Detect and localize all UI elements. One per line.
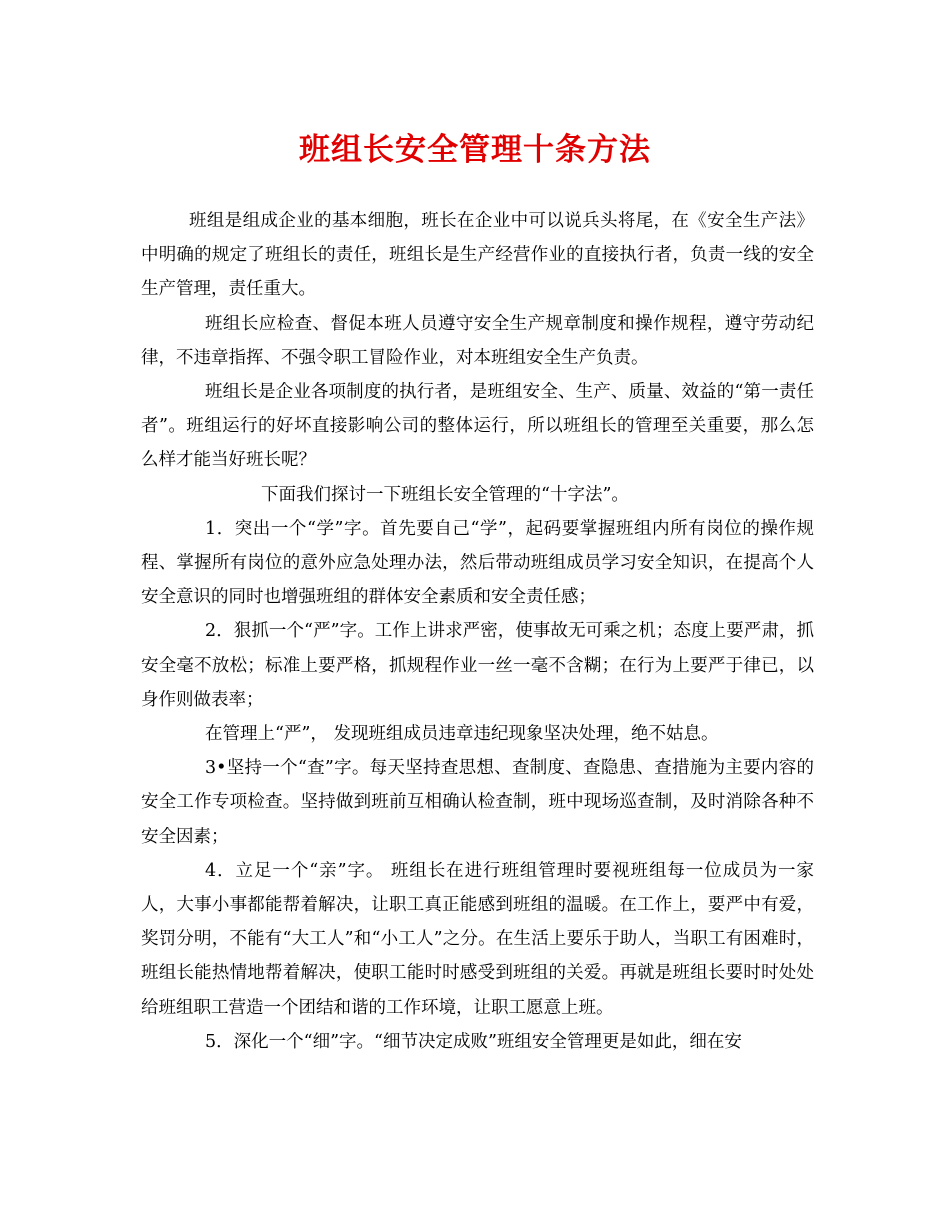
document-title: 班组长安全管理十条方法 (299, 132, 651, 168)
paragraph-item-2-management: 在管理上“严”， 发现班组成员违章违纪现象坚决处理，绝不姑息。 (205, 724, 719, 745)
paragraph-item-4-care: 4．立足一个“亲”字。 班组长在进行班组管理时要视班组每一位成员为一家人，大事小事都能帮着解决，让职工真正能感到班组的温暖。在工作上，要严中有爱，奖罚分明，不能有“大工人”和“小工人”之分。在生活上要乐于助人，当职工有困难时，班组长能热情地帮着解决，使职工能时时感受到班组的关爱。再就是班组长要时时处处给班组职工营造一个团结和谐的工作环境，让职工愿意上班。 (141, 860, 814, 1018)
paragraph-item-1-learn: 1．突出一个“学”字。首先要自己“学”，起码要掌握班组内所有岗位的操作规程、掌握所有岗位的意外应急处理办法，然后带动班组成员学习安全知识，在提高个人安全意识的同时也增强班组的群体安全素质和安全责任感； (141, 518, 814, 608)
paragraph-item-3-check: 3•坚持一个“查”字。每天坚持查思想、查制度、查隐患、查措施为主要内容的安全工作专项检查。坚持做到班前互相确认检查制，班中现场巡查制，及时消除各种不安全因素； (141, 758, 814, 847)
paragraph-intro: 班组是组成企业的基本细胞，班长在企业中可以说兵头将尾，在《安全生产法》中明确的规定了班组长的责任，班组长是生产经营作业的直接执行者，负责一线的安全生产管理，责任重大。 (141, 211, 814, 300)
paragraph-item-5-detail: 5．深化一个“细”字。“细节决定成败”班组安全管理更是如此，细在安 (205, 1031, 742, 1052)
document-body (141, 204, 814, 1059)
paragraph-first-responsible: 班组长是企业各项制度的执行者，是班组安全、生产、质量、效益的“第一责任者”。班组运行的好坏直接影响公司的整体运行，所以班组长的管理至关重要，那么怎么样才能当好班长呢？ (141, 382, 814, 471)
paragraph-duty: 班组长应检查、督促本班人员遵守安全生产规章制度和操作规程，遵守劳动纪律，不违章指挥、不强令职工冒险作业，对本班组安全生产负责。 (141, 313, 814, 368)
paragraph-item-2-strict: 2．狠抓一个“严”字。工作上讲求严密，使事故无可乘之机；态度上要严肃，抓安全毫不放松；标准上要严格，抓规程作业一丝一毫不含糊；在行为上要严于律已，以身作则做表率； (141, 621, 814, 710)
paragraph-ten-word-method: 下面我们探讨一下班组长安全管理的“十字法”。 (261, 484, 629, 505)
